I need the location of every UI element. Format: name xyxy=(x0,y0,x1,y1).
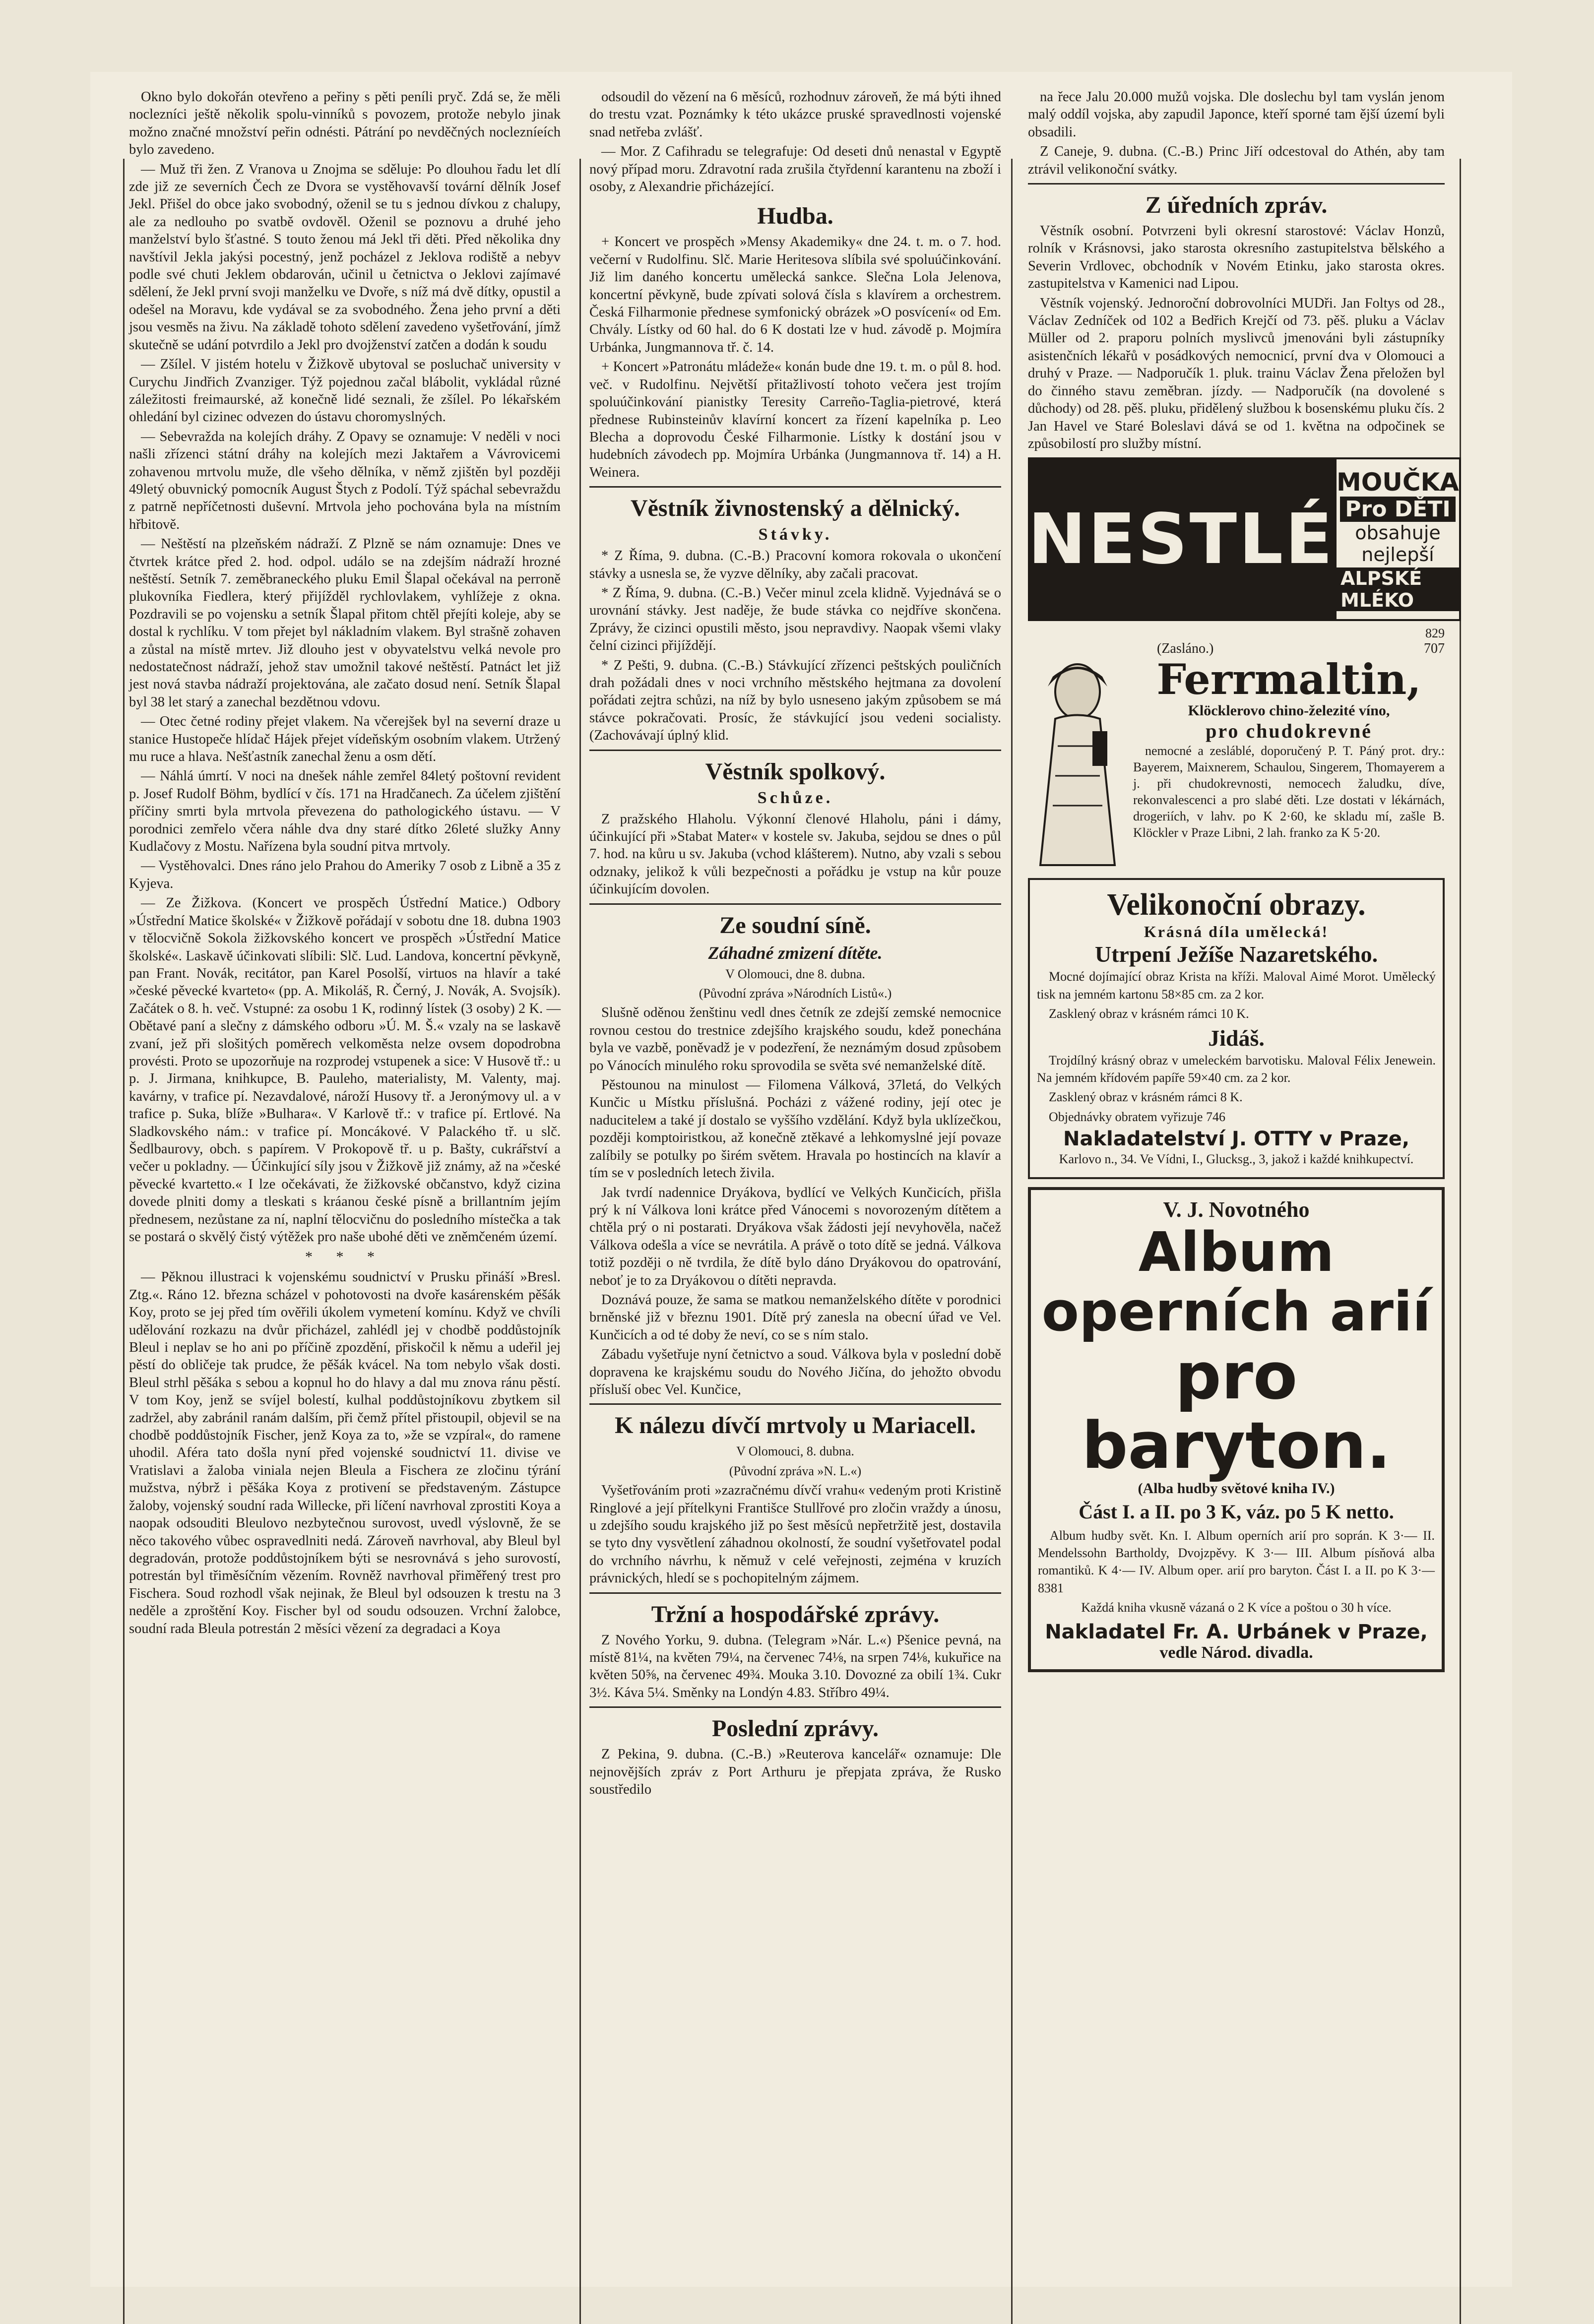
article-paragraph: — Pěknou illustraci k vojenskému soudnictví v Prusku přináší »Bresl. Ztg.«. Ráno 12. března scházel v pohotovosti na dvoře kasárenském pěšák Koy, proto se jej před tím ověřili úkolem vymetení komínu. Když ve chvíli udělování rozkazu na dvůr přicházel, zahlédl jej v chodbě poddůstojník Bleul i neplav se ho ani po příčině zpozdění, přiskočil k němu a udeřil jej pěstí do obličeje tak prudce, že pěšák kvácel. Na tom nebylo však dosti. Bleul strhl pěšáka s sebou a kopnul ho do hlavy a dal mu znova ránu pěstí. V tom Koy, jenž se svíjel bolestí, kulhal poddůstojníkovu zbytkem sil zadržel, aby zabránil ranám dalším, při čemž přítel přistoupil, objevil se na chodbě poddůstojník Fischer, jenž Koya za to, »že se vzpíral«, do ramene uhodil. Aféra tato došla nyní před vojenské soudnictví 11. divise ve Vratislavi a žaloba viniala nejen Bleula a Fischera ze zločinu týrání mužstva, nýbrž i pěšáka Koya z protivení se představeným. Zástupce žaloby, vojenský soudní rada Willecke, při líčení navrhoval zprostiti Koya a naopak odsouditi Bleulovo nezbytečnou surovost, uvedl výslovně, že se něco takového vůbec ospravedlniti nedá. Zároveň navrhoval, aby Bleul byl degradován, protože poddůstojníkem býti se nesrovnává s jeho surovostí, potrestán byl třiměsíčním vězením. Rovněž navrhoval přiměřený trest pro Fischera. Soud rozhodl však nejinak, že Bleul byl odsouzen k trestu na 3 neděle a zproštění Koy. Fischer byl od soudu odsouzen. Vrchní žalobce, soudní rada Bleula potrestán 2 měsíci vězení za degradaci a Koya xyxy=(129,1269,561,1636)
article-paragraph: odsoudil do vězení na 6 měsíců, rozhodnuv zároveň, že má býti ihned do trestu vzat. Poznámky k této ukázce pruské spravedlnosti vojenské snad netřeba zvlášť. xyxy=(589,89,1001,140)
dateline: (Původní zpráva »N. L.«) xyxy=(729,1463,862,1478)
article-paragraph: * Z Říma, 9. dubna. (C.-B.) Večer minul zcela klidně. Vyjednává se o urovnání stávky. Jest naděje, že bude stávka co nejdříve skončena. Zprávy, že cizinci opustili město, jsou nepravdivy. Naopak všemi vlaky čelní cizinci přijíždějí. xyxy=(589,585,1001,654)
zaslano-label: (Zasláno.) xyxy=(1157,641,1214,657)
article-paragraph: + Koncert »Patronátu mládeže« konán bude dne 19. t. m. o půl 8. hod. več. v Rudolfinu. Největší přitažlivostí tohoto večera jest trojím spoluúčinkování pianistky Teresity Carreño-Taglia-pietrové, která přednese Rubinsteinův klavírní koncert za řízení kapelníka p. Leo Blecha a doprovodu České Filharmonie. Lístky k dostání jsou v hudebních závodech pp. Mojmíra Urbánka (Jungmannova tř. 14) a H. Weinera. xyxy=(589,359,1001,480)
article-paragraph: na řece Jalu 20.000 mužů vojska. Dle doslechu byl tam vyslán jenom malý oddíl vojska, aby zapudil Japonce, kteří sporné tam ější území byli obsadili. xyxy=(1028,89,1445,140)
section-heading: Tržní a hospodářské zprávy. xyxy=(651,1601,940,1628)
column-2 xyxy=(589,88,1001,2236)
album-ad xyxy=(1028,1187,1445,1672)
article-paragraph: Slušně oděnou ženštinu vedl dnes četník ze zdejší zemské nemocnice rovnou cestou do trestnice zdejšího krajského soudu, kdež ponechána byla ve vazbě, poněvadž je v podezření, že neznámým dosud způsobem po Vánocích minulého roku sprovodila se světa své nemanželské dítě. xyxy=(589,1005,1001,1073)
album-title: Album operních arií xyxy=(1041,1220,1431,1343)
article-paragraph: Pěstounou na minulost — Filomena Válková, 37letá, do Velkých Kunčic u Místku příslušná. Pocházi z vážené rodiny, její otec je naduciteleм a také jí dostalo se vyššího vzdělání. Když byla uklízečkou, později komptoiristkou, až konečně ztěkavé a lehkomyslné její povaze zalíbily se potulky po širém světem. Hravala po hostincích na klavír a tím se v posledních letech živila. xyxy=(589,1077,1001,1181)
album-text: Album hudby svět. Kn. I. Album operních arií pro soprán. K 3·— II. Mendelssohn Bartholdy, Dvojzpěvy. K 3·— III. Album písňová alba romantiků. K 4·— IV. Album oper. arií pro baryton. Část I. a II. po K 3·— 8381 xyxy=(1038,1528,1435,1595)
article-paragraph: Zábadu vyšetřuje nyní četnictvo a soud. Válkova byla v poslední době dopravena ke krajskému soudu do Nového Jičína, do jehožto obvodu přísluší obec Vel. Kunčice, xyxy=(589,1347,1001,1397)
section-heading: Z úředních zpráv. xyxy=(1145,192,1328,219)
album-author: V. J. Novotného xyxy=(1163,1197,1310,1222)
ferrmaltin-sub: pro chudokrevné xyxy=(1206,720,1372,743)
ferrmaltin-sub: Klöcklerovo chino-železité víno, xyxy=(1188,702,1390,719)
dateline: V Olomouci, dne 8. dubna. xyxy=(725,966,865,981)
album-publisher: Nakladatel Fr. A. Urbánek v Praze, xyxy=(1045,1620,1428,1643)
album-address: vedle Národ. divadla. xyxy=(1159,1643,1313,1662)
article-paragraph: — Náhlá úmrtí. V noci na dnešek náhle zemřel 84letý poštovní revident p. Josef Rudolf Böhm, bydlící v čís. 171 na Hradčanech. Za účelem zjištění příčiny smrti byla mrtvola převezena do pathologického ústavu. — V porodnici zemřelo včera náhle dva dny staré dítko 26leté služky Anny Kudlačovy z Mostu. Nařízena byla soudní pitva mrtvoly. xyxy=(129,768,561,855)
dateline: (Původní zpráva »Národních Listů«.) xyxy=(699,986,892,1001)
article-paragraph: — Muž tři žen. Z Vranova u Znojma se sděluje: Po dlouhou řadu let dlí zde již ze severních Čech ze Dvora se vystěhovavší tovární dělník Josef Jekl. Přišel do obce jako svobodný, oženil se tu s jednou dívkou z chalupy, ale za nedlouho po svatbě ovdověl. Oženil se poznovu a druhé jeho manželství bylo šťastné. S touto ženou má Jekl tři děti. Před několika dny navštívil Jekla jakýsi pocestný, jenž pocházel z Jeklova rodiště a nebyv podle své chuti Jeklem obdarován, učinil u četnictva o Jeklovi zajímavé sdělení, že Jekl první svoji manželku ve Dvoře, s níž má dvě dítky, opustil a odešel na Moravu, kde vydával se za svobodného. Žena jeho první a děti jsou vesměs na živu. Na základě tohoto sdělení zavedeno vyšetřování, jímž skutečně se udání potvrdilo a Jekl pro dvojženství zatčen a dodán k soudu xyxy=(129,161,561,353)
column-rule xyxy=(1011,159,1013,2324)
article-paragraph: Z Pekina, 9. dubna. (C.-B.) »Reuterova kancelář« oznamuje: Dle nejnovějších zpráv z Port Arthuru je přepjata zpráva, že Rusko soustředilo xyxy=(589,1747,1001,1798)
article-paragraph: — Otec četné rodiny přejet vlakem. Na včerejšek byl na severní draze u stanice Hustopeče hlídač Hájek přejet vídeňským osobním vlakem. Utržený mu ruce a hlava. Nešťastník zanechal ženu a osm dětí. xyxy=(129,714,561,765)
article-paragraph: — Mor. Z Cafihradu se telegrafuje: Od deseti dnů nenastal v Egyptě nový případ moru. Zdravotní rada zrušila čtyřdenní karantenu na zboží i osoby, z Alexandrie přicházející. xyxy=(589,144,1001,195)
nestle-line: Pro DĚTI xyxy=(1340,497,1455,522)
article-paragraph: * Z Říma, 9. dubna. (C.-B.) Pracovní komora rokovala o ukončení stávky a usnesla se, že vyzve dělníky, aby začali pracovat. xyxy=(589,548,1001,581)
column-rule xyxy=(123,159,125,2324)
nestle-line: ALPSKÉ MLÉKO xyxy=(1337,567,1459,611)
column-1 xyxy=(129,88,561,2236)
album-price: Část I. a II. po 3 K, váz. po 5 K netto. xyxy=(1079,1500,1394,1523)
ad-text: Mocné dojímající obraz Krista na kříži. Maloval Aimé Morot. Umělecký tisk na jemném kartonu 58×85 cm. za 2 kor. xyxy=(1037,969,1436,1002)
article-paragraph: — Sebevražda na kolejích dráhy. Z Opavy se oznamuje: V neděli v noci našli zřízenci státní dráhy na kolejích mezi Jaktařem a Vávrovicemi zohavenou mrtvolu muže, dle všeho dělníka, v němž zjištěn byl později 49letý obuvnický pomocník August Štych z Podolí. Týž spáchal sebevraždu z patrně nepříčetnosti duševní. Mrtvola jeho pochována byla na místním hřbitově. xyxy=(129,429,561,532)
ad-title: Velikonoční obrazy. xyxy=(1107,888,1366,922)
subsection-heading: Schůze. xyxy=(757,788,833,807)
section-rule xyxy=(589,750,1001,751)
column-rule xyxy=(579,159,581,2324)
album-note: Každá kniha vkusně vázaná o 2 K více a poštou o 30 h více. xyxy=(1081,1600,1392,1615)
section-heading: Věstník živnostenský a dělnický. xyxy=(630,495,960,522)
ad-publisher: Nakladatelství J. OTTY v Praze, xyxy=(1063,1128,1410,1151)
article-paragraph: * Z Pešti, 9. dubna. (C.-B.) Stávkující zřízenci peštských pouličních drah požádali dnes v noci vrchního městského hejtmana za dovolení pořádati zejtra schůzi, na níž by bylo usneseno jakým způsobem se má stávce pokračovati. Prosíc, že stávkující jsou vedeni socialisty. (Zachovávají úplný klid. xyxy=(589,657,1001,744)
separator-stars: * * * xyxy=(305,1249,384,1265)
column-3 xyxy=(1028,88,1459,2236)
ferrmaltin-title: Ferrmaltin, xyxy=(1156,655,1421,704)
article-paragraph: Z Caneje, 9. dubna. (C.-B.) Princ Jiří odcestoval do Athén, aby tam ztrávil velikonoční svátky. xyxy=(1028,144,1445,177)
article-paragraph: Věstník osobní. Potvrzeni byli okresní starostové: Václav Honzů, rolník v Krásnovsi, jako starosta okresního zastupitelstva bělského a Severin Vrdlovec, obchodník v Novém Etinku, jako starosta okres. zastupitelstva v Kamenici nad Lipou. xyxy=(1028,223,1445,292)
ad-address: Karlovo n., 34. Ve Vídni, I., Glucksg., 3, jakož i každé knihkupectví. xyxy=(1059,1152,1414,1167)
ferrmaltin-text xyxy=(1133,657,1445,870)
article-title: Záhadné zmizení dítěte. xyxy=(708,942,883,963)
subsection-heading: Stávky. xyxy=(758,525,832,544)
article-paragraph: Z Nového Yorku, 9. dubna. (Telegram »Nár. L.«) Pšenice pevná, na místě 81¼, na květen 79¼, na červenec 74⅛, na srpen 74⅛, kukuřice na květen 50⅝, na červenec 49¾. Mouka 3.10. Dovozné za obilí 1¾. Cukr 3½. Káva 5¼. Směnky na Londýn 4.83. Stříbro 49¼. xyxy=(589,1632,1001,1700)
ad-text: Zasklený obraz v krásném rámci 10 K. xyxy=(1049,1006,1249,1021)
ad-text: Trojdílný krásný obraz v umeleckém barvotisku. Maloval Félix Jenewein. Na jemném křídovém papíře 59×40 cm. za 2 kor. xyxy=(1037,1053,1436,1085)
dateline: V Olomouci, 8. dubna. xyxy=(736,1444,854,1459)
article-paragraph: — Ze Žižkova. (Koncert ve prospěch Ústřední Matice.) Odbory »Ústřední Matice školské« v Žižkově pořádají v sobotu dne 18. dubna 1903 v tělocvičně Sokola žižkovského koncert ve prospěch »Ústřední Matice školské«. Laskavě účinkovati slíbili: Slč. Lud. Landova, koncertní pěvkyně, pan Frant. Novák, recitátor, pan Karel Posolší, virtuos na hlavír a také »české pěvecké kvarteto« (pp. A. Mikoláš, R. Černý, J. Novák, A. Svojsík). Začátek o 8. h. več. Vstupné: za osobu 1 K, rodinný lístek (3 osoby) 2 K. — Obětavé paní a slečny z dámského odboru »Ú. M. Š.« vzaly na se laskavě zvaní, jež při slošitých poměrech velkoměsta nelze ovsem dopodrobna provésti. Proto se upozorňuje na rozprodej vstupenek a sice: V Husově tř.: u p. J. Jirmana, knihkupce, B. Pauleho, materialisty, M. Valenty, maj. kavárny, v trafice pí. Nezavdalové, nároží Husovy tř. a Jeronýmovy ul. a v trafice p. Suka, blíže »Bulhara«. V Karlově tř.: v trafice pí. Ertlové. Na Sladkovského nám.: v trafice pí. Moncákové. V Palackého tř. u slč. Šedlbaurovy, obch. s papírem. V Prokopově tř. u p. Bašty, cukrářství a večer u pokladny. — Účinkující síly jsou v Žižkově již známy, až na »české pěvecké kvartetto.« I lze očekávati, že žižkovské občanstvo, když cizina dovede plniti domy a tleskati s kráanou české písně a brillantním jejím přednesem, nezůstane za ní, naplní tělocvičnu do posledního místečka a tak se postará o skvělý čistý výtěžek pro naše ubohé děti ve zněmčeném území. xyxy=(129,895,561,1245)
article-paragraph: Jak tvrdí nadennice Dryákova, bydlící ve Velkých Kunčicích, přišla prý k ní Válkova loni krátce před Vánocemi s novorozeným dítětem a chtěla prý o ni postarati. Dryákova však žádosti její nevyhověla, načež Válkova odešla a více se nevrátila. A právě o toto dítě se jedná. Válkova totiž později o ně tvrdila, že dítě bylo dáno Dryákovou do opatrování, neboť je to za Dryákovou o dítěti nepravda. xyxy=(589,1185,1001,1288)
section-rule xyxy=(589,1706,1001,1708)
ad-subtitle: Krásná díla umělecká! xyxy=(1144,923,1329,941)
ad-number: 707 xyxy=(1424,641,1445,657)
nestle-ad xyxy=(1028,457,1459,621)
nestle-brand: NESTLÉ xyxy=(1028,457,1335,621)
woman-figure-icon xyxy=(1028,657,1127,870)
ferrmaltin-body: nemocné a zesláblé, doporučený P. T. Páný prot. dry.: Bayerem, Maixnerem, Schaulou, Singerem, Thomayerem a j. při chudokrevnosti, nemocech žaludku, díve, rekonvalescenci a pro slabé děti. Lze dostati v lékárnách, drogeriích, v lahv. po K 2·60, ke skladu mí, zašle B. Klöckler v Praze Libni, 2 lah. franko za K 5·20. xyxy=(1133,744,1445,840)
article-paragraph: Z pražského Hlaholu. Výkonní členové Hlaholu, páni i dámy, účinkující při »Stabat Mater« v kostele sv. Jakuba, sejdou se dnes o půl 7. hod. na kůru u sv. Jakuba (vchod klášterem). Nutno, aby vzali s sebou odznaky, jelikož k vůli bezpečnosti a pořádku je vstup na kůr pouze účinkujícím dovolen. xyxy=(589,811,1001,897)
ad-text: Zasklený obraz v krásném rámci 8 K. xyxy=(1049,1090,1243,1105)
article-paragraph: Doznává pouze, že sama se matkou nemanželského dítěte v porodnici brněnské již v březnu 1901. Dítě prý zanesla na obecní úřad ve Vel. Kunčicích a od té doby že neví, co se s ním stalo. xyxy=(589,1292,1001,1343)
ad-heading: Utrpení Ježíše Nazaretského. xyxy=(1094,942,1378,967)
section-rule xyxy=(1028,183,1445,185)
article-paragraph: Okno bylo dokořán otevřeno a peřiny s pěti peníli pryč. Zdá se, že měli noclezníci ještě několik spolu-vinníků s povozem, protože nebylo jinak možno značné množství peřin odnésti. Pátrání po nevděčných noclezníeích bylo zavedeno. xyxy=(129,89,561,158)
section-rule xyxy=(589,486,1001,488)
nestle-box xyxy=(1335,457,1461,621)
easter-pictures-ad xyxy=(1028,878,1445,1179)
album-title: pro baryton. xyxy=(1082,1338,1391,1483)
section-rule xyxy=(589,1592,1001,1594)
ad-code: 829 xyxy=(1425,626,1445,641)
article-paragraph: — Neštěstí na plzeňském nádraží. Z Plzně se nám oznamuje: Dnes ve čtvrtek krátce před 2. hod. odpol. událo se na zdejším nádraží hrozné neštěstí. Setník 7. zeměbraneckého pluku Emil Šlapal očekával na perroně plukovníka Fiedlera, který přijížděl rychlovlakem, vyhlížeje z okna. Pozdravili se po vojensku a setník Šlapal přitom chtěl přejíti koleje, aby se dostal k rychlíku. V tom přejet byl nákladním vlakem. Byl strašně zohaven a zůstal na místě mrtev. Již dlouho jest v obyvatelstvu velká nevole pro nedostatečnost nádraží, jehož stav umožnil takové neštěstí. Patnáct let již jest nová stavba nádraží projektována, ale začato dosud není. Setník Šlapal byl 38 let starý a zanechal bezdětnou vdovu. xyxy=(129,536,561,710)
section-heading: Věstník spolkový. xyxy=(705,758,886,785)
article-paragraph: — Vystěhovalci. Dnes ráno jelo Prahou do Ameriky 7 osob z Libně a 35 z Kyjeva. xyxy=(129,858,561,891)
album-subtitle: (Alba hudby světové kniha IV.) xyxy=(1138,1480,1335,1497)
section-rule xyxy=(589,1403,1001,1405)
ad-text: Objednávky obratem vyřizuje 746 xyxy=(1049,1109,1225,1124)
article-paragraph: — Zšílel. V jistém hotelu v Žižkově ubytoval se posluchač university v Curychu Jindřich Zvanziger. Týž pojednou začal blábolit, vykládal různé záležitosti freimaurské, až konečně lidé seznali, že zšílel. Po lékařském ohledání byl cizinec odvezen do ústavu choromyslných. xyxy=(129,357,561,425)
section-heading: Poslední zprávy. xyxy=(711,1715,879,1742)
nestle-line: MOUČKA xyxy=(1336,467,1459,497)
article-paragraph: Vyšetřováním proti »zazračnému dívčí vrahu« vedeným proti Kristině Ringlové a její přítelkyni Františce Stullřové pro zločin vraždy a únosu, u zdejšího soudu krajského již po šest měsíců nepřetržitě jest, dostavila se tyto dny vysvětlení záhadnou okolností, že soudní vyšetřovatel podal do vrchního návrhu, k němuž v celé veřejnosti, zejména v kruzích právnických, hledí se s pochopitelným zájmem. xyxy=(589,1483,1001,1586)
article-paragraph: + Koncert ve prospěch »Mensy Akademiky« dne 24. t. m. o 7. hod. večerní v Rudolfinu. Slč. Marie Heritesova slíbila své spoluúčinkování. Již lim daného koncertu umělecká sankce. Slečna Lola Jelenova, koncertní pěvkyně, bude zpívati solová čísla s klavírem a orchestrem. Česká Filharmonie přednese symfonický obrázek »O posvícení« od Em. Chvály. Lístky od 60 hal. do 6 K dostati lze v hud. závodě p. Mojmíra Urbánka, Jungmannova tř. č. 14. xyxy=(589,234,1001,355)
section-rule xyxy=(589,903,1001,905)
ad-heading: Jidáš. xyxy=(1208,1025,1265,1051)
nestle-line: nejlepší xyxy=(1361,543,1434,565)
nestle-line: obsahuje xyxy=(1355,521,1441,544)
ferrmaltin-ad xyxy=(1028,657,1445,870)
section-heading: Hudba. xyxy=(757,203,833,230)
article-paragraph: Věstník vojenský. Jednoroční dobrovolníci MUDři. Jan Foltys od 28., Václav Zedníček od 102 a Bedřich Krejčí od 73. pěš. pluku a Václav Müller od 2. praporu polních myslivců jmenováni byli zástupníky asistenčních lékařů v posádkových nemocnicí, první dva v Olomouci a druhý v Praze. — Nadporučík 1. pluk. trainu Václav Žena přeložen byl do činného stavu zeměbran. jízdy. — Nadporučík (na dovolené s důchody) od 28. pěš. pluku, přidělený službou k bosenskému pluku čís. 2 Jan Havel ve Staré Boleslavi dává se od 1. května na odpočinek se způsobilostí pro služby místní. xyxy=(1028,295,1445,451)
section-heading: Ze soudní síně. xyxy=(719,912,871,939)
section-heading: K nálezu dívčí mrtvoly u Mariacell. xyxy=(615,1412,976,1439)
